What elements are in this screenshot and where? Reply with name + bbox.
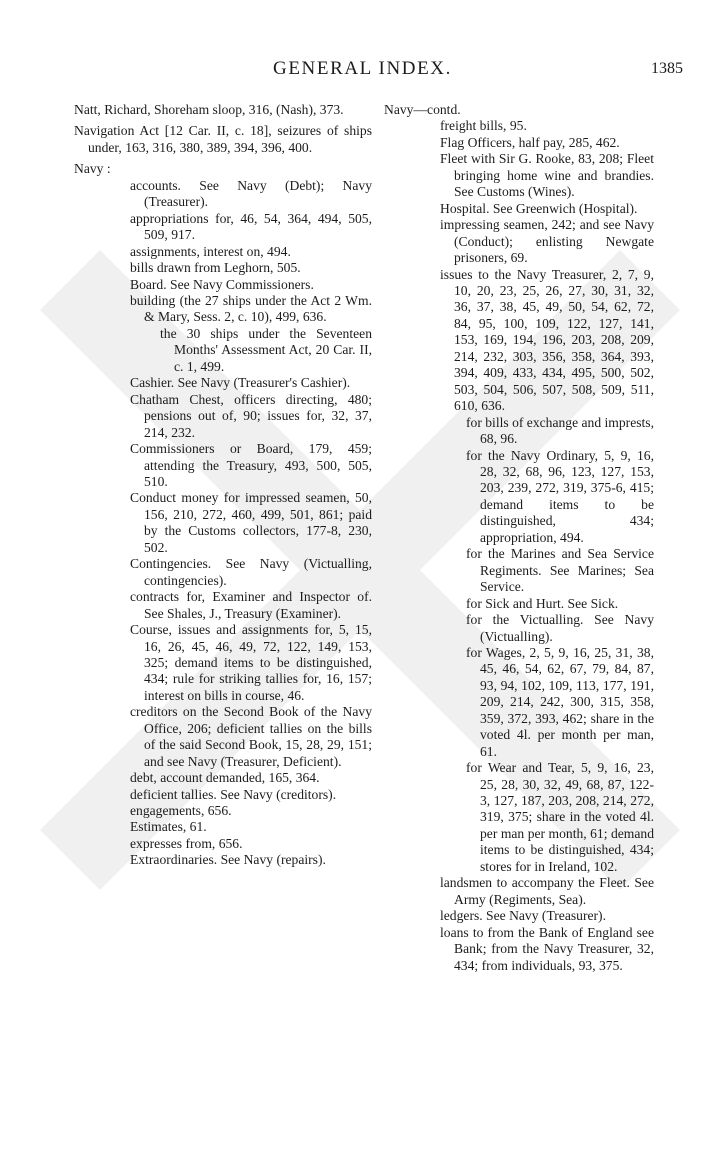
index-entry: Extraordinaries. See Navy (repairs). <box>130 852 326 868</box>
index-entry: Hospital. See Greenwich (Hospital). <box>440 200 638 216</box>
index-entry: freight bills, 95. <box>440 118 527 134</box>
index-entry: deficient tallies. See Navy (creditors). <box>130 786 337 802</box>
index-entry: Conduct money for impressed seamen, 50, 156, 210, 272, 460, 499, 501, 861; paid by the Customs collectors, 177-8, 230, 502. <box>130 490 372 555</box>
index-entry: Cashier. See Navy (Treasurer's Cashier). <box>130 375 351 391</box>
index-entry: issues to the Navy Treasurer, 2, 7, 9, 10, 20, 23, 25, 26, 27, 30, 31, 32, 36, 37, 38, 45, 49, 50, 54, 62, 72, 84, 95, 100, 109, 122, 127, 141, 153, 169, 194, 196, 203, 208, 209, 214, 232, 303, 356, 358, 364, 393, 394, 409, 433, 434, 495, 500, 502, 503, 504, 506, 507, 508, 509, 511, 610, 636. <box>440 266 654 414</box>
index-entry: Fleet with Sir G. Rooke, 83, 208; Fleet bringing home wine and brandies. See Customs (Wines). <box>440 151 654 200</box>
index-entry: for Wear and Tear, 5, 9, 16, 23, 25, 28, 30, 32, 49, 68, 87, 122-3, 127, 187, 203, 208, 214, 272, 319, 375; share in the voted 4l. per man per month, 61; demand items to be distinguished, 434; stores for in Ireland, 102. <box>466 760 654 874</box>
index-entry: Chatham Chest, officers directing, 480; pensions out of, 90; issues for, 32, 37, 214, 232. <box>130 391 372 440</box>
index-entry: contracts for, Examiner and Inspector of. See Shales, J., Treasury (Examiner). <box>130 589 372 621</box>
index-entry: Course, issues and assignments for, 5, 15, 16, 26, 45, 46, 49, 72, 122, 149, 153, 325; demand items to be distinguished, 434; rule for striking tallies for, 16, 157; interest on bills in course, 46. <box>130 622 372 703</box>
index-entry: loans to from the Bank of England see Bank; from the Navy Treasurer, 32, 434; from individuals, 93, 375. <box>440 924 654 973</box>
index-entry: the 30 ships under the Seventeen Months' Assessment Act, 20 Car. II, c. 1, 499. <box>160 325 372 374</box>
index-entry: Flag Officers, half pay, 285, 462. <box>440 134 620 150</box>
index-entry: creditors on the Second Book of the Navy Office, 206; deficient tallies on the bills of the said Second Book, 15, 28, 29, 151; and see Navy (Treasurer, Deficient). <box>130 704 372 769</box>
index-entry: Estimates, 61. <box>130 819 207 835</box>
index-entry: impressing seamen, 242; and see Navy (Conduct); enlisting Newgate prisoners, 69. <box>440 217 654 266</box>
page-number: 1385 <box>651 60 683 77</box>
index-entry: for bills of exchange and imprests, 68, 96. <box>466 414 654 447</box>
index-entry: appropriations for, 46, 54, 364, 494, 505, 509, 917. <box>130 210 372 243</box>
index-entry: Natt, Richard, Shoreham sloop, 316, (Nash), 373. <box>74 102 344 117</box>
index-entry: Navy : <box>74 161 111 177</box>
index-entry: debt, account demanded, 165, 364. <box>130 770 320 786</box>
index-entry: ledgers. See Navy (Treasurer). <box>440 908 606 924</box>
index-entry: accounts. See Navy (Debt); Navy (Treasurer). <box>130 177 372 210</box>
index-entry: for the Marines and Sea Service Regiments. See Marines; Sea Service. <box>466 546 654 595</box>
index-entry: for the Victualling. See Navy (Victualling). <box>466 612 654 644</box>
page-title: GENERAL INDEX. <box>273 58 452 79</box>
left-column <box>74 102 372 869</box>
index-entry: for Sick and Hurt. See Sick. <box>466 595 619 611</box>
index-entry: Board. See Navy Commissioners. <box>130 276 314 292</box>
index-entry: for Wages, 2, 5, 9, 16, 25, 31, 38, 45, 46, 54, 62, 67, 79, 84, 87, 93, 94, 102, 109, 113, 177, 191, 209, 214, 242, 300, 315, 358, 359, 372, 393, 462; share in the voted 4l. per month per man, 61. <box>466 644 654 759</box>
index-entry: bills drawn from Leghorn, 505. <box>130 260 301 276</box>
index-entry: Contingencies. See Navy (Victualling, contingencies). <box>130 556 372 588</box>
index-entry: Commissioners or Board, 179, 459; attending the Treasury, 493, 500, 505, 510. <box>130 441 372 489</box>
index-entry: engagements, 656. <box>130 803 232 819</box>
index-entry: Navigation Act [12 Car. II, c. 18], seizures of ships under, 163, 316, 380, 389, 394, 396, 400. <box>74 123 372 155</box>
index-entry: building (the 27 ships under the Act 2 Wm. & Mary, Sess. 2, c. 10), 499, 636. <box>130 292 372 325</box>
index-entry: Navy—contd. <box>384 102 461 117</box>
right-column <box>384 102 654 974</box>
index-entry: landsmen to accompany the Fleet. See Army (Regiments, Sea). <box>440 875 654 907</box>
index-entry: assignments, interest on, 494. <box>130 243 291 259</box>
index-entry: for the Navy Ordinary, 5, 9, 16, 28, 32, 68, 96, 123, 127, 153, 203, 239, 272, 319, 375-6, 415; demand items to be distinguished, 434; appropriation, 494. <box>466 447 654 545</box>
index-entry: expresses from, 656. <box>130 835 243 851</box>
